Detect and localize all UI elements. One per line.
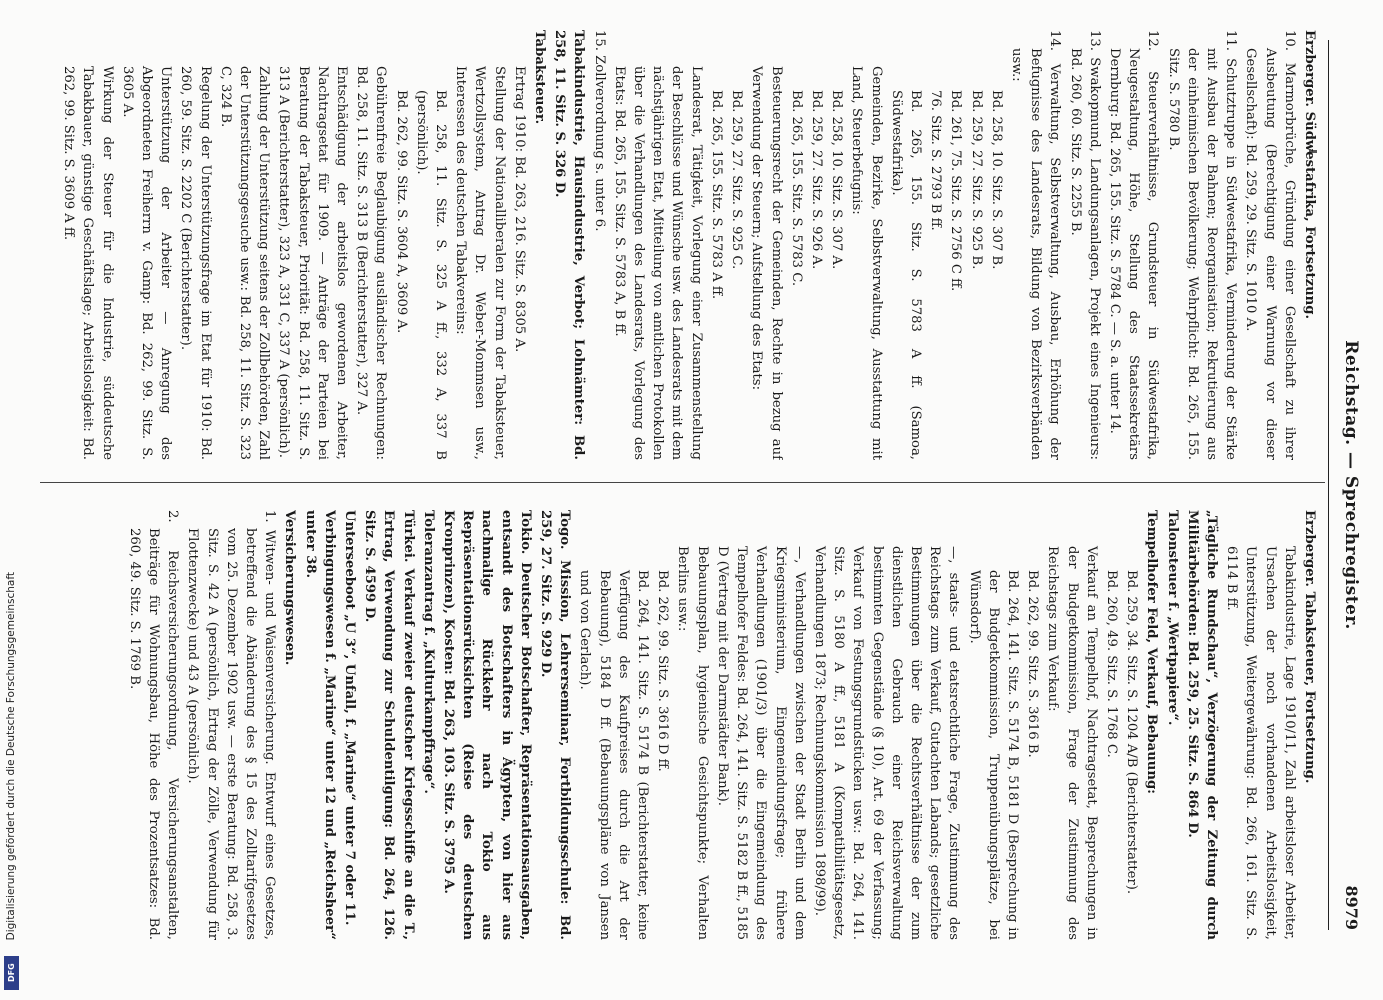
register-entry: Bd. 264, 141. Sitz. S. 5174 B (Berichterstatter, keine Verfügung des Kaufpreises durch die Art der Bebauung), 5184 D ff. (Bebauungspläne von Jansen und von Gerlach). xyxy=(577,570,651,940)
register-entry: Bd. 259, 34. Sitz. S. 1204 A/B (Berichterstatter). xyxy=(1124,570,1140,895)
dfg-logo: DFG xyxy=(4,956,19,990)
register-entry: Wirkung der Steuer für die Industrie, süddeutsche Tabakbauer, günstige Geschäftslage; Arbeitslosigkeit: Bd. 262, 99. Sitz. S. 3609 A ff. xyxy=(61,66,115,460)
register-entry: Bd. 259, 27. Sitz. S. 925 B. xyxy=(968,90,984,270)
footer-credit xyxy=(1,0,21,1000)
register-entry: Bd. 262, 99. Sitz. S. 3616 D ff. xyxy=(655,570,671,772)
register-entry: Bd. 262, 99. Sitz. S. 3616 B. xyxy=(1025,570,1041,758)
register-entry: Toleranzantrag f. „Kulturkampffrage“. xyxy=(420,510,436,794)
register-entry: Bd. 258, 10. Sitz. S. 307 B. xyxy=(988,90,1004,270)
page-number: 8979 xyxy=(1342,885,1361,930)
register-entry: Erzberger. Tabaksteuer, Fortsetzung. xyxy=(1302,510,1317,784)
register-entry: Bd. 265, 155. Sitz. S. 5783 C. xyxy=(788,90,804,287)
register-entry: —, staats- und etatsrechtliche Frage, Zustimmung des Reichstags zum Verkauf, Gutachten Labands; gesetzliche Bestimmungen über die Rechtsverhältnisse der zum dienstlichen Gebrauch einer Reichsverwaltung bestimmten Gegenstände (§ 10), Art. 69 der Verfassung; Verkauf von Festungsgrundstücken usw.: Bd. 264, 141. Sitz. S. 5180 A ff., 5181 A (Kompatibilitätsgesetz, Verhandlungen 1873; Rechnungskommission 1898/99). xyxy=(811,546,962,940)
register-entry: Bd. 258, 10. Sitz. S. 307 A. xyxy=(829,90,845,270)
register-entry: 10. Marmorbrüche, Gründung einer Gesellschaft zu ihrer Ausbeutung (Berechtigung einer Warnung vor dieser Gesellschaft): Bd. 259, 29. Sitz. S. 1010 A. xyxy=(1243,30,1297,460)
register-entry: Bd. 258, 11. Sitz. S. 325 A ff., 332 A, 337 B (persönlich). xyxy=(413,90,449,460)
register-entry: Bd. 261, 75. Sitz. S. 2756 C ff. xyxy=(948,90,964,292)
register-entry: Türkei. Verkauf zweier deutscher Kriegsschiffe an die T., Ertrag, Verwendung zur Schuldentilgung: Bd. 264, 126. Sitz. S. 4599 D. xyxy=(362,510,416,940)
register-entry: —, Verhandlungen zwischen der Stadt Berlin und dem Kriegsministerium, Eingemeindungsfrage; frühere Verhandlungen (1901/3) über die Eingemeindung des Tempelhofer Feldes: Bd. 264, 141. Sitz. S. 5182 B ff., 5185 D (Vertrag mit der Darmstädter Bank). xyxy=(714,546,807,940)
register-entry: 15. Zollverordnung s. unter 6. xyxy=(591,30,607,232)
register-entry: Versicherungswesen. xyxy=(282,510,298,666)
register-entry: Unterseeboot „U 3“, Unfall, f. „Marine“ unter 7 oder 11. xyxy=(342,510,358,926)
column-divider xyxy=(40,482,1325,483)
register-entry: Besteuerungsrecht der Gemeinden, Rechte in bezug auf Verwendung der Steuern; Aufstellung des Etats: xyxy=(749,66,784,460)
register-entry: Regelung der Unterstützungsfrage im Etat für 1910: Bd. 260, 59. Sitz. S. 2202 C (Berichterstatter). xyxy=(178,66,213,460)
register-entry: 13. Swakopmund, Landungsanlagen, Projekt eines Ingenieurs: Bd. 260, 60. Sitz. S. 2255 B. xyxy=(1067,30,1102,460)
register-entry: Togo. Mission, Lehrerseminar, Fortbildungsschule: Bd. 259, 27. Sitz. S. 929 D. xyxy=(538,510,573,940)
register-entry: Gebührenfreie Beglaubigung ausländischer Rechnungen: Bd. 258, 11. Sitz. S. 313 B (Berichterstatter), 327 A. xyxy=(354,66,389,460)
register-entry: Zahlung der Unterstützung seitens der Zollbehörden, Zahl der Unterstützungsgesuche usw.: Bd. 258, 11. Sitz. S. 323 C, 324 B. xyxy=(217,66,272,460)
register-entry: 12. Steuerverhältnisse, Grundsteuer in Südwestafrika, Neugestaltung, Höhe, Stellung des Staatssekretärs Dernburg: Bd. 265, 155. Sitz. S. 5784 C. — S. a. unter 14. xyxy=(1106,30,1161,460)
left-column xyxy=(30,30,1319,460)
register-entry: Tabakindustrie, Hausindustrie, Verbot; Lohnämter: Bd. 258, 11. Sitz. S. 326 D. xyxy=(552,30,587,460)
register-entry: Talonsteuer f. „Wertpapiere“. xyxy=(1164,510,1180,726)
register-entry: Verkauf an Tempelhof, Nachtragsetat, Besprechungen in der Budgetkommission, Frage der Zustimmung des Reichstags zum Verkauf: xyxy=(1045,546,1099,940)
register-entry: Bebauungsplan, hygienische Gesichtspunkte; Verhalten Berlins usw.: xyxy=(675,546,710,940)
register-entry: Stellung der Nationalliberalen zur Form der Tabaksteuer, Wertzollsystem, Antrag Dr. Weber-Mommsen usw., Interessen des deutschen Tabakvereins: xyxy=(453,66,507,460)
register-entry: Gemeinden, Bezirke, Selbstverwaltung, Ausstattung mit Land, Steuerbefugnis: xyxy=(849,66,884,460)
register-entry: 76. Sitz. S. 2793 B ff. xyxy=(928,90,944,231)
register-entry: Unterstützung der Arbeiter — Anregung des Abgeordneten Freiherrn v. Gamp: Bd. 262, 99. Sitz. S. 3605 A. xyxy=(119,66,174,460)
register-entry: Tokio. Deutscher Botschafter, Repräsentationsausgaben, entsandt des Botschafters in Ägypten, von hier aus nachmalige Rückkehr nach Tokio aus Repräsentationsrücksichten (Reise des deutschen Kronprinzen), Kosten: Bd. 263, 103. Sitz. S. 3795 A. xyxy=(441,510,533,940)
right-column xyxy=(30,510,1319,940)
page-header xyxy=(1328,40,1365,930)
register-entry: 11. Schutztruppe in Südwestafrika, Verminderung der Stärke mit Ausbau der Bahnen; Reorganisation; Rekrutierung aus der einheimischen Bevölkerung; Wehrpflicht: Bd. 265, 155. Sitz. S. 5780 B. xyxy=(1165,30,1239,460)
register-entry: „Tägliche Rundschau“, Verzögerung der Zeitung durch Militärbehörden: Bd. 259, 25. Sitz. S. 864 D. xyxy=(1184,510,1219,940)
register-entry: Tempelhofer Feld, Verkauf, Bebauung: xyxy=(1144,510,1160,795)
register-entry: Verbingungswesen f. „Marine“ unter 12 und „Reichsheer“ unter 38. xyxy=(302,510,337,940)
register-entry: Tabakindustrie, Lage 1910/11, Zahl arbeitsloser Arbeiter, Ursachen der noch vorhandenen Arbeitslosigkeit, Unterstützung, Weitergewährung: Bd. 266, 161. Sitz. S. 6114 B ff. xyxy=(1224,546,1297,940)
register-entry: Bd. 262, 99. Sitz. S. 3604 A, 3609 A. xyxy=(393,90,409,334)
register-entry: Bd. 260, 49. Sitz. S. 1768 C. xyxy=(1103,570,1119,758)
register-entry: 2. Reichsversicherungsordnung, Versicherungsanstalten, Beiträge für Wohnungsbau, Höhe des Prozentsatzes: Bd. 260, 49. Sitz. S. 1769 B. xyxy=(126,510,181,940)
page-title: Reichstag. — Sprechregister. xyxy=(1341,340,1361,630)
register-entry: 14. Verwaltung, Selbstverwaltung, Ausbau, Erhöhung der Befugnisse des Landesrats, Bildung von Bezirksverbänden usw.: xyxy=(1008,30,1063,460)
register-entry: Entschädigung der arbeitslos gewordenen Arbeiter, Nachtragsetat für 1909. — Anträge der Parteien bei Beratung der Tabaksteuer, Priorität: Bd. 258, 11. Sitz. S. 313 A (Berichterstatter), 323 A, 331 C, 337 A (persönlich). xyxy=(276,66,350,460)
register-entry: Bd. 264, 141. Sitz. S. 5174 B, 5181 D (Besprechung in der Budgetkommission, Truppenübungsplätze, bei Wünsdorf). xyxy=(966,570,1020,940)
register-entry: Bd. 265, 155. Sitz. S. 5783 A ff. (Samoa, Südwestafrika). xyxy=(888,90,923,460)
register-entry: Bd. 259, 27. Sitz. S. 926 A. xyxy=(808,90,824,270)
register-entry: Tabaksteuer. xyxy=(532,30,548,125)
register-entry: 1. Witwen- und Waisenversicherung. Entwurf eines Gesetzes, betreffend die Abänderung des § 15 des Zolltarifgesetzes vom 25. Dezember 1902 usw. — erste Beratung: Bd. 258, 3. Sitz. S. 42 A (persönlich, Ertrag der Zölle, Verwendung für Flottenzwecke) und 43 A (persönlich). xyxy=(185,510,278,940)
register-entry: Bd. 259, 27. Sitz. S. 925 C. xyxy=(729,90,745,270)
register-entry: Bd. 265, 155. Sitz. S. 5783 A ff. xyxy=(708,90,724,300)
register-entry: Erzberger. Südwestafrika, Fortsetzung. xyxy=(1302,30,1317,320)
register-entry: Ertrag 1910: Bd. 263, 216. Sitz. S. 8305 A. xyxy=(511,66,527,353)
dfg-credit-text: Digitalisierung gefördert durch die Deutsche Forschungsgemeinschaft xyxy=(5,571,17,940)
register-entry: Landesrat, Tätigkeit, Vorlegung einer Zusammenstellung der Beschlüsse und Wünsche usw. des Landesrats mit dem nächstjährigen Etat, Mitteilung von amtlichen Protokollen über die Verhandlungen des Landesrats, Vorlegung des Etats: Bd. 265, 155. Sitz. S. 5783 A, B ff. xyxy=(611,66,704,460)
